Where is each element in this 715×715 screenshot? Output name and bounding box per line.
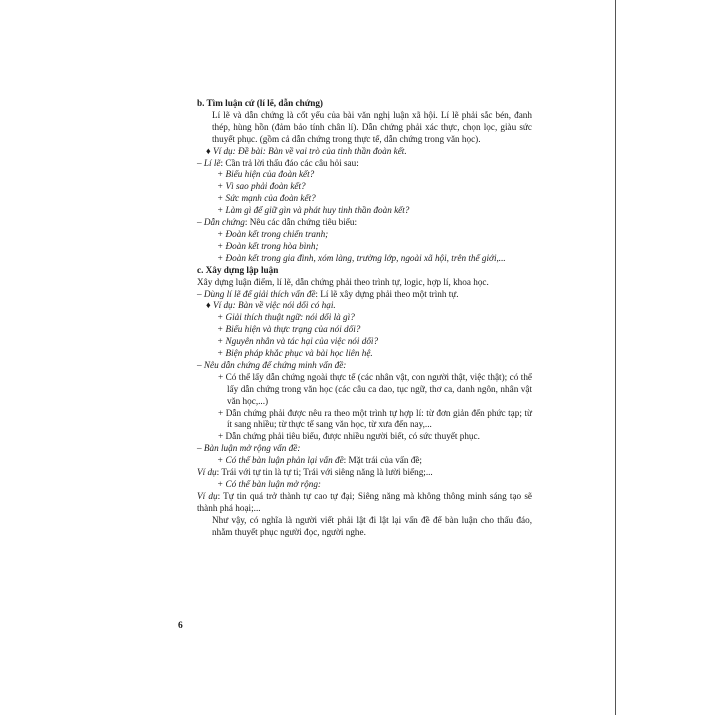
counter-example (197, 467, 532, 479)
section-b-heading: b. Tìm luận cứ (lí lẽ, dẫn chứng) (197, 98, 323, 108)
use-reason-text: : Lí lẽ xây dựng phải theo một trình tự. (315, 288, 459, 299)
section-c-conclusion: Như vậy, có nghĩa là người viết phải lật đi lật lại vấn đề để bàn luận cho thấu đáo, nhằm thuyết phục người đọc, người nghe. (212, 514, 532, 537)
evidence-item: + Có thể lấy dẫn chứng ngoài thực tế (các nhân vật, con người thật, việc thật); có thể lấy dẫn chứng trong văn học (các câu ca dao, tục ngữ, thơ ca, danh ngôn, nhân vật văn học,...) (218, 371, 532, 406)
counter-example-label: Ví dụ (197, 467, 217, 478)
evidence-item: + Đoàn kết trong chiến tranh; (217, 228, 329, 239)
reason-item: + Sức mạnh của đoàn kết? (217, 193, 316, 204)
document-page (197, 98, 532, 539)
reason-item: + Biểu hiện của đoàn kết? (217, 169, 315, 180)
section-b-reason (197, 158, 532, 170)
counter-text: : Mặt trái của vấn đề; (343, 455, 422, 466)
section-c-extend-label: – Bàn luận mở rộng vấn đề: (197, 443, 301, 454)
example-item: + Nguyên nhân và tác hại của việc nói dối? (217, 336, 379, 347)
extend-example-text: : Tự tin quá trở thành tự cao tự đại; Siêng năng mà không thông minh sáng tạo sẽ thành phá hoại;... (197, 490, 532, 513)
reason-item: + Làm gì để giữ gìn và phát huy tinh thần đoàn kết? (217, 205, 410, 216)
evidence-item: + Đoàn kết trong hòa bình; (217, 240, 319, 251)
section-b-intro: Lí lẽ và dẫn chứng là cốt yếu của bài văn nghị luận xã hội. Lí lẽ phải sắc bén, đanh thép, hùng hồn (đảm bảo tính chân lí). Dẫn chứng phải xác thực, chọn lọc, giàu sức thuyết phục. (gồm cả dẫn chứng trong thực tế, dẫn chứng trong văn học). (212, 109, 532, 144)
section-c-example: ♦ Ví dụ: Bàn về việc nói dối có hại. (206, 300, 336, 311)
counter-line (197, 455, 532, 467)
section-c-evidence-label: – Nêu dẫn chứng để chứng minh vấn đề: (197, 359, 347, 370)
evidence-item: + Dẫn chứng phải được nêu ra theo một trình tự hợp lí: từ đơn giản đến phức tạp; từ ít sang nhiều; từ thực tế sang văn học, từ xưa đến nay,... (218, 407, 532, 430)
section-b-example: ♦ Ví dụ: Đề bài: Bàn về vai trò của tinh thần đoàn kết. (206, 145, 407, 156)
reason-text: : Cần trả lời thấu đáo các câu hỏi sau: (220, 157, 359, 168)
reason-label: – Lí lẽ (197, 157, 221, 168)
example-item: + Biểu hiện và thực trạng của nói dối? (217, 324, 361, 335)
extend-example-label: Ví dụ (197, 490, 218, 501)
evidence-item: + Đoàn kết trong gia đình, xóm làng, trường lớp, ngoài xã hội, trên thế giới,... (217, 252, 506, 263)
extend-more-label: + Có thể bàn luận mở rộng: (217, 479, 321, 489)
reason-item: + Vì sao phải đoàn kết? (217, 181, 306, 192)
evidence-item: + Dẫn chứng phải tiêu biểu, được nhiều người biết, có sức thuyết phục. (218, 431, 480, 442)
section-c-heading: c. Xây dựng lập luận (197, 264, 279, 275)
counter-example-text: : Trái với tự tin là tự ti; Trái với siêng năng là lười biếng;... (216, 467, 433, 478)
page-number: 6 (178, 621, 183, 631)
evidence-text: : Nêu các dẫn chứng tiêu biểu: (244, 217, 358, 228)
counter-label: + Có thể bàn luận phản lại vấn đề (217, 455, 344, 466)
section-c-use-reason (197, 289, 532, 301)
evidence-label: – Dẫn chứng (197, 217, 245, 228)
example-item: + Biện pháp khắc phục và bài học liên hệ. (217, 348, 373, 359)
section-c-intro: Xây dựng luận điểm, lí lẽ, dẫn chứng phải theo trình tự, logic, hợp lí, khoa học. (197, 276, 489, 287)
extend-example (197, 491, 532, 515)
page-edge-line (615, 0, 616, 715)
example-item: + Giải thích thuật ngữ: nói dối là gì? (217, 312, 355, 323)
section-b-evidence (197, 217, 532, 229)
use-reason-label: – Dùng lí lẽ để giải thích vấn đề (197, 288, 316, 299)
